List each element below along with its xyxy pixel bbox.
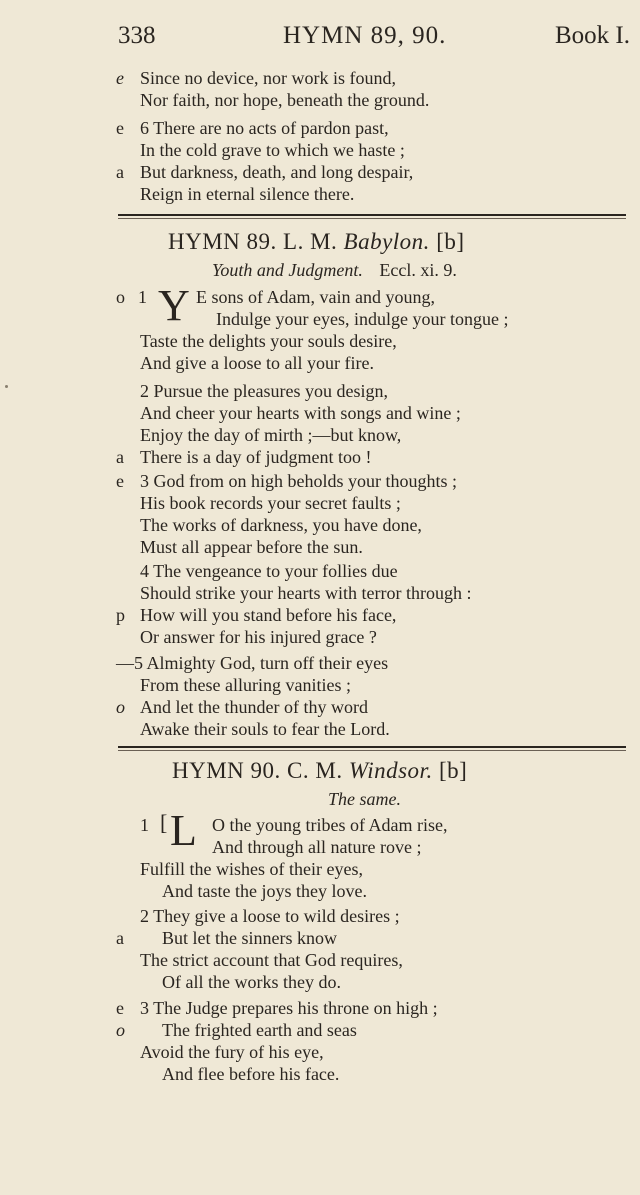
verse-line: Indulge your eyes, indulge your tongue ; [216, 309, 509, 329]
verse-line: There is a day of judgment too ! [140, 447, 372, 467]
verse-line: Reign in eternal silence there. [140, 184, 355, 204]
verse-line: And taste the joys they love. [162, 881, 367, 901]
verse-line: 3 God from on high beholds your thoughts ; [140, 471, 457, 491]
section-divider [118, 746, 626, 748]
verse-line: Avoid the fury of his eye, [140, 1042, 324, 1062]
verse-line: Must all appear before the sun. [140, 537, 363, 557]
verse-line: 2 Pursue the pleasures you design, [140, 381, 388, 401]
verse-line: In the cold grave to which we haste ; [140, 140, 405, 160]
verse-number: 1 [138, 287, 147, 307]
verse-line: Should strike your hearts with terror through : [140, 583, 472, 603]
verse-line: Enjoy the day of mirth ;—but know, [140, 425, 402, 445]
tune-name: Windsor. [348, 758, 433, 783]
dynamic-mark: o [116, 697, 125, 717]
verse-line: But let the sinners know [162, 928, 337, 948]
page-header [118, 22, 630, 56]
hymn-90-title [172, 757, 467, 785]
running-title: HYMN 89, 90. [283, 22, 447, 49]
dynamic-mark: e [116, 998, 124, 1018]
dynamic-mark: o [116, 287, 125, 307]
verse-line: Since no device, nor work is found, [140, 68, 396, 88]
verse-line: E sons of Adam, vain and young, [196, 287, 435, 307]
verse-line: And through all nature rove ; [212, 837, 422, 857]
verse-line: 5 Almighty God, turn off their eyes [134, 653, 389, 673]
dynamic-mark: a [116, 928, 124, 948]
dynamic-mark: a [116, 162, 124, 182]
section-divider [118, 214, 626, 216]
drop-cap: L [170, 806, 197, 855]
verse-line: The strict account that God requires, [140, 950, 403, 970]
verse-line: Fulfill the wishes of their eyes, [140, 859, 363, 879]
subtitle-text: The same. [328, 789, 401, 809]
verse-line: The works of darkness, you have done, [140, 515, 422, 535]
tune-name: Babylon. [343, 229, 430, 254]
dynamic-mark: p [116, 605, 125, 625]
dynamic-mark: e [116, 118, 124, 138]
verse-line: Taste the delights your souls desire, [140, 331, 397, 351]
dynamic-mark: o [116, 1020, 125, 1040]
verse-line: Nor faith, nor hope, beneath the ground. [140, 90, 430, 110]
flag-mark: [b] [436, 229, 465, 254]
scripture-reference: Eccl. xi. 9. [379, 260, 457, 280]
verse-line: Or answer for his injured grace ? [140, 627, 377, 647]
bracket-glyph: [ [160, 810, 168, 835]
drop-cap: Y [158, 281, 190, 330]
paper-speck [5, 385, 8, 388]
verse-line: Of all the works they do. [162, 972, 341, 992]
subtitle-text: Youth and Judgment. [212, 260, 363, 280]
verse-line: How will you stand before his face, [140, 605, 397, 625]
hymn-89-subtitle [212, 259, 457, 281]
verse-line: The frighted earth and seas [162, 1020, 357, 1040]
dynamic-mark: — [116, 653, 134, 673]
verse-line: And let the thunder of thy word [140, 697, 368, 717]
verse-line: 4 The vengeance to your follies due [140, 561, 398, 581]
verse-line: And cheer your hearts with songs and wine ; [140, 403, 461, 423]
verse-number: 1 [140, 815, 149, 835]
page-number: 338 [118, 22, 156, 49]
hymn-90-subtitle [328, 788, 401, 810]
verse-line: O the young tribes of Adam rise, [212, 815, 448, 835]
verse-line: And give a loose to all your fire. [140, 353, 374, 373]
dynamic-mark: a [116, 447, 124, 467]
verse-line: 2 They give a loose to wild desires ; [140, 906, 400, 926]
verse-line: From these alluring vanities ; [140, 675, 351, 695]
verse-line: And flee before his face. [162, 1064, 340, 1084]
verse-line: His book records your secret faults ; [140, 493, 401, 513]
dynamic-mark: e [116, 471, 124, 491]
verse-line: Awake their souls to fear the Lord. [140, 719, 390, 739]
book-label: Book I. [555, 22, 630, 49]
flag-mark: [b] [438, 758, 468, 783]
hymn-89-title [168, 228, 465, 256]
verse-line: 6 There are no acts of pardon past, [140, 118, 389, 138]
hymn-number-meter: HYMN 89. L. M. [168, 229, 338, 254]
dynamic-mark: e [116, 68, 124, 88]
verse-line: But darkness, death, and long despair, [140, 162, 414, 182]
hymn-number-meter: HYMN 90. C. M. [172, 758, 343, 783]
verse-line: 3 The Judge prepares his throne on high ; [140, 998, 438, 1018]
